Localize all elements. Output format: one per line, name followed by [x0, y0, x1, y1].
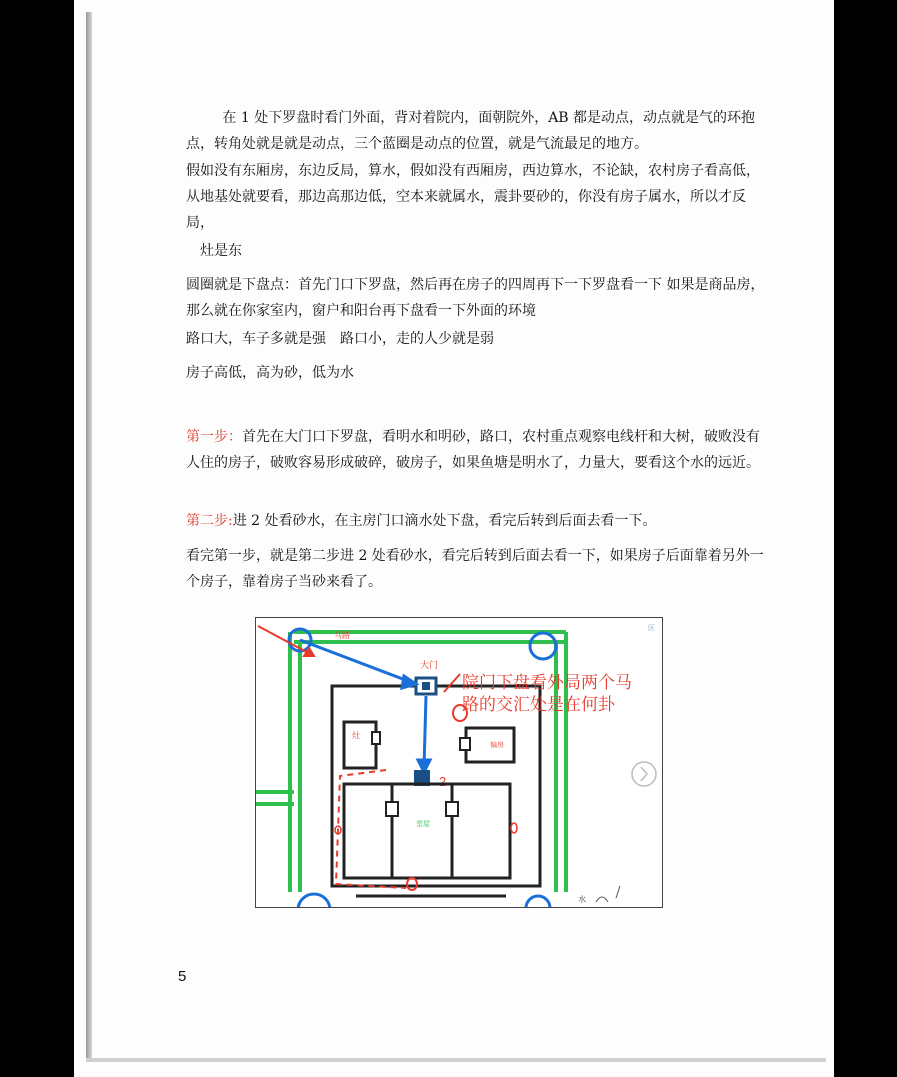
binding-edge [86, 12, 92, 1062]
step-one-text: 首先在大门口下罗盘，看明水和明砂，路口，农村重点观察电线杆和大树，破败没有人住的房子，破败容易形成破碎，破房子，如果鱼塘是明水了，力量大，要看这个水的远近。 [186, 429, 760, 471]
point-two-label: 2 [439, 774, 447, 789]
blue-flow-lines [300, 640, 430, 772]
point-one-circle [407, 878, 417, 890]
point-right-circle [511, 823, 517, 833]
next-arrow-icon [632, 762, 656, 786]
walk-path [336, 770, 406, 888]
annotation-line-2: 路的交汇处是在何卦 [462, 695, 615, 715]
paragraph-after-step: 看完第一步，就是第二步进 2 处看砂水，看完后转到后面去看一下，如果房子后面靠着另外一个房子，靠着房子当砂来看了。 [186, 548, 764, 590]
stove-door [372, 732, 380, 744]
page-number: 5 [178, 968, 187, 985]
side-room-label: 偏房 [490, 741, 504, 749]
main-room-label: 堂屋 [416, 820, 430, 828]
road-label: 马路 [334, 631, 350, 640]
main-door-left [386, 802, 398, 816]
main-door-right [446, 802, 458, 816]
gate-label: 大门 [420, 660, 439, 670]
paragraph-stove: 灶是东 [200, 243, 242, 259]
annotation-line-1: 院门下盘看外局两个马 [462, 673, 632, 693]
gate-compass-core [422, 682, 430, 690]
step-one-label: 第一步： [186, 429, 242, 445]
paragraph-east-west: 假如没有东厢房，东边反局，算水，假如没有西厢房，西边算水，不论缺，农村房子看高低，从地基处就要看，那边高那边低，空本来就属水，震卦要砂的，你没有房子属水，所以才反局， [186, 163, 760, 231]
step-two-text: 进 2 处看砂水，在主房门口滴水处下盘，看完后转到后面去看一下。 [232, 513, 657, 529]
paragraph-circles: 圆圈就是下盘点：首先门口下罗盘，然后再在房子的四周再下一下罗盘看一下 如果是商品房，那么就在你家室内，窗户和阳台再下盘看一下外面的环境 [186, 277, 765, 319]
paragraph-road: 路口大，车子多就是强 路口小，走的人少就是弱 [186, 331, 494, 347]
page-shadow [86, 1058, 826, 1062]
corner-mark: 区 [648, 624, 655, 632]
water-sketch [596, 886, 620, 902]
paragraph-height: 房子高低，高为砂，低为水 [186, 365, 354, 381]
step-two-label: 第二步: [186, 513, 233, 529]
courtyard-walls [256, 632, 566, 892]
water-label: 水 [578, 895, 586, 904]
chevron-right-icon [641, 767, 647, 781]
paragraph-intro: 在 1 处下罗盘时看门外面，背对着院内，面朝院外，AB 都是动点，动点就是气的环抱点，转角处就是就是动点，三个蓝圈是动点的位置，就是气流最足的地方。 [186, 110, 756, 152]
paragraph-step-one [186, 424, 768, 476]
paragraph-step-two [186, 508, 768, 534]
main-house [344, 784, 510, 878]
house-layout-svg [256, 618, 662, 907]
house-layout-diagram [255, 617, 663, 908]
side-room-door [460, 738, 470, 750]
stove-label: 灶 [352, 731, 360, 740]
